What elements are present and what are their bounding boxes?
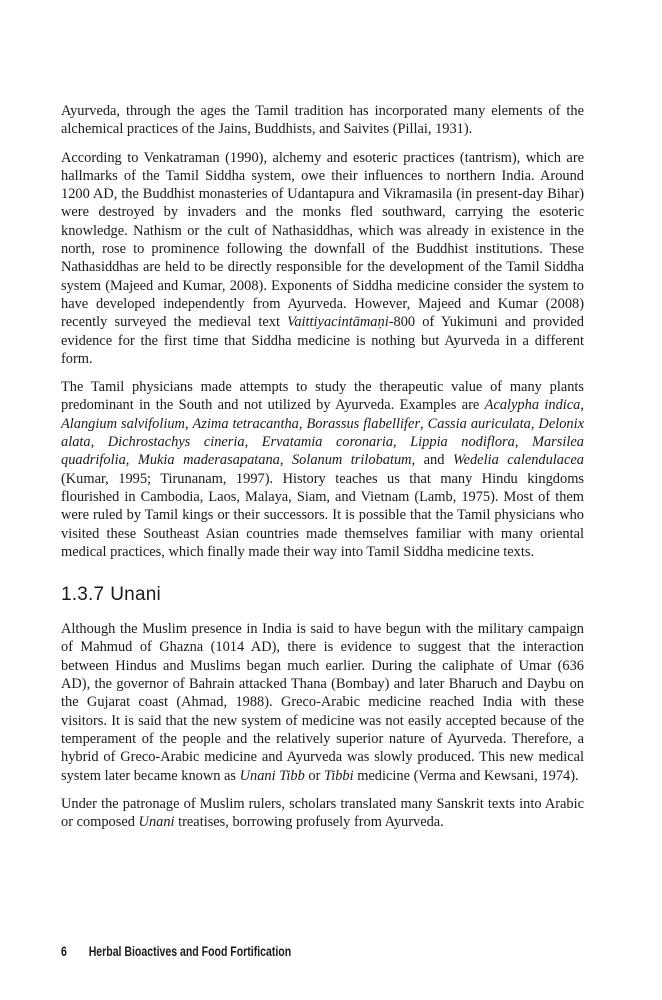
italic-text: Mukia maderasapatana — [137, 452, 280, 469]
paragraph — [61, 149, 584, 369]
italic-text: Solanum trilobatum — [291, 452, 412, 469]
text-run: , — [580, 397, 584, 414]
text-run: , — [90, 434, 108, 451]
page-footer — [61, 944, 291, 959]
text-run: , — [514, 434, 532, 451]
italic-text: Unani — [138, 814, 175, 831]
text-run: treatises, borrowing profusely from Ayurveda. — [174, 814, 444, 831]
italic-text: Unani Tibb — [239, 767, 305, 784]
italic-text: Wedelia calendulacea — [452, 452, 584, 469]
body-text — [61, 102, 584, 561]
text-run: , — [420, 415, 428, 432]
text-run: , — [125, 452, 138, 469]
italic-text: Alangium salvifolium — [61, 415, 185, 432]
text-run: , — [298, 415, 307, 432]
text-run: , — [279, 452, 292, 469]
text-run: According to Venkatraman (1990), alchemy and esoteric practices (tantrism), which are hallmarks of the Tamil Siddha system, owe their influences to northern India. Around 1200 AD, the Buddhist monasteries of Udantapura and Vikramasila (in present-day Bihar) were destroyed by invaders and the monks fled southward, carrying the esoteric knowledge. Nathism or the cult of Nathasiddhas, which was already in existence in the north, rose to prominence following the downfall of the Buddhist institutions. These Nathasiddhas are held to be directly responsible for the development of the Tamil Siddha system (Majeed and Kumar, 2008). Exponents of Siddha medicine consider the system to have developed independently from Ayurveda. However, Majeed and Kumar (2008) recently surveyed the medieval text — [61, 149, 584, 331]
italic-text: Ervatamia coronaria — [261, 434, 394, 451]
text-run: , — [530, 415, 539, 432]
text-run: or — [304, 767, 325, 784]
text-run: (Kumar, 1995; Tirunanam, 1997). History teaches us that many Hindu kingdoms flourished in Cambodia, Laos, Malaya, Siam, and Vietnam (Lamb, 1975). Most of them were ruled by Tamil kings or their successors. It is possible that the Tamil physicians who visited these Southeast Asian countries made themselves familiar with many oriental medical practices, which finally made their way into Tamil Siddha medicine texts. — [61, 470, 584, 560]
text-run: , and — [411, 452, 453, 469]
text-run: Ayurveda, through the ages the Tamil tradition has incorporated many elements of the alchemical practices of the Jains, Buddhists, and Saivites (Pillai, 1931). — [61, 103, 584, 138]
italic-text: Vaittiyacintāmaṇi — [287, 314, 389, 331]
italic-text: Acalypha indica — [484, 397, 581, 414]
italic-text: Azima tetracantha — [192, 415, 299, 432]
paragraph — [61, 102, 584, 139]
text-run: Under the patronage of Muslim rulers, scholars translated many Sanskrit texts into Arabic or composed — [61, 795, 584, 831]
text-run: , — [393, 434, 411, 451]
text-run: Although the Muslim presence in India is said to have begun with the military campaign of Mahmud of Ghazna (1014 AD), there is evidence to suggest that the interaction between Hindus and Muslims began much earlier. During the caliphate of Umar (636 AD), the governor of Bahrain attacked Thana (Bombay) and later Bharuch and Daybu on the Gujarat coast (Ahmad, 1988). Greco-Arabic medicine reached India with these visitors. It is said that the new system of medicine was not easily accepted because of the temperament of the people and the relatively superior nature of Ayurveda. Therefore, a hybrid of Greco-Arabic medicine and Ayurveda was slowly produced. This new medical system later became known as — [61, 621, 584, 784]
text-run: , — [184, 415, 193, 432]
italic-text: Tibbi — [324, 767, 354, 784]
section-body-text — [61, 620, 584, 831]
paragraph — [61, 795, 584, 832]
italic-text: Delonix alata — [61, 415, 584, 451]
section-heading — [61, 584, 584, 606]
text-run: medicine (Verma and Kewsani, 1974). — [353, 767, 579, 784]
section-number: 1.3.7 — [61, 584, 105, 606]
running-title: Herbal Bioactives and Food Fortification — [88, 944, 292, 959]
text-run: -800 of Yukimuni and provided evidence for the first time that Siddha medicine is nothing but Ayurveda in a different form. — [61, 314, 585, 367]
italic-text: Marsilea quadrifolia — [61, 434, 584, 469]
italic-text: Dichrostachys cineria — [107, 434, 245, 451]
italic-text: Borassus flabellifer — [306, 415, 421, 432]
italic-text: Cassia auriculata — [427, 415, 531, 432]
italic-text: Lippia nodiflora — [410, 434, 515, 451]
page-number: 6 — [61, 944, 67, 959]
section-title: Unani — [110, 584, 161, 606]
page-body — [61, 102, 584, 841]
text-run: The Tamil physicians made attempts to study the therapeutic value of many plants predominant in the South and not utilized by Ayurveda. Examples are — [61, 379, 584, 414]
paragraph — [61, 378, 584, 561]
text-run: , — [244, 434, 262, 451]
paragraph — [61, 620, 584, 785]
